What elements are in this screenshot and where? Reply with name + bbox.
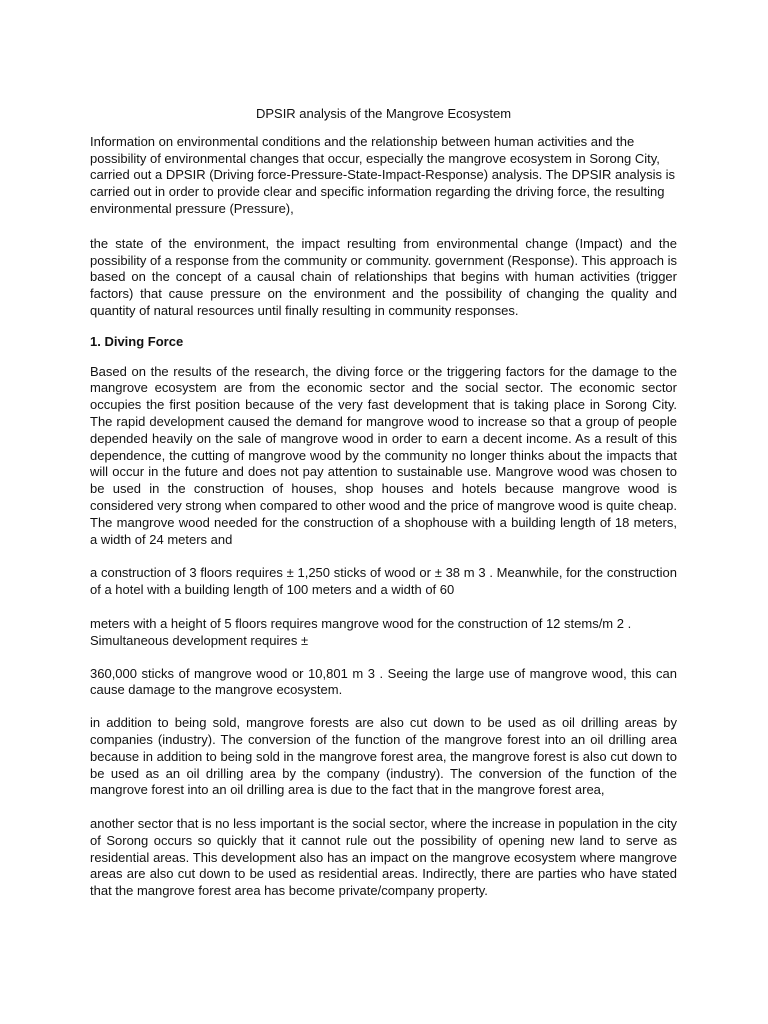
section-paragraph-1: Based on the results of the research, the diving force or the triggering factors for the damage to the mangrove ecosystem are from the economic sector and the social sector. The economic sector occupies the first position because of the very fast development that is taking place in Sorong City. The rapid development caused the demand for mangrove wood to increase so that a group of people depended heavily on the sale of mangrove wood in order to earn a decent income. As a result of this dependence, the cutting of mangrove wood by the community no longer thinks about the impacts that will occur in the future and does not pay attention to sustainable use. Mangrove wood was chosen to be used in the construction of houses, shop houses and hotels because mangrove wood is considered very strong when compared to other wood and the price of mangrove wood is quite cheap. The mangrove wood needed for the construction of a shophouse with a building length of 18 meters, a width of 24 meters and	[90, 363, 677, 547]
section-paragraph-2: a construction of 3 floors requires ± 1,250 sticks of wood or ± 38 m 3 . Meanwhile, for the construction of a hotel with a building length of 100 meters and a width of 60	[90, 565, 677, 598]
section-paragraph-6: another sector that is no less important is the social sector, where the increase in population in the city of Sorong occurs so quickly that it cannot rule out the possibility of opening new land to serve as residential areas. This development also has an impact on the mangrove ecosystem where mangrove areas are also cut down to be used as residential areas. Indirectly, there are parties who have stated that the mangrove forest area has become private/company property.	[90, 816, 677, 899]
section-paragraph-4: 360,000 sticks of mangrove wood or 10,801 m 3 . Seeing the large use of mangrove wood, this can cause damage to the mangrove ecosystem.	[90, 665, 677, 698]
section-paragraph-3: meters with a height of 5 floors requires mangrove wood for the construction of 12 stems/m 2 . Simultaneous development requires ±	[90, 615, 632, 648]
document-page	[90, 106, 677, 916]
section-heading: 1. Diving Force	[90, 333, 184, 349]
intro-paragraph-1: Information on environmental conditions and the relationship between human activities and the possibility of environmental changes that occur, especially the mangrove ecosystem in Sorong City, carried out a DPSIR (Driving force-Pressure-State-Impact-Response) analysis. The DPSIR analysis is carried out in order to provide clear and specific information regarding the driving force, the resulting environmental pressure (Pressure),	[90, 133, 675, 216]
section-paragraph-5: in addition to being sold, mangrove forests are also cut down to be used as oil drilling areas by companies (industry). The conversion of the function of the mangrove forest into an oil drilling area because in addition to being sold in the mangrove forest area, the mangrove forest is also cut down to be used as an oil drilling area by the company (industry). The conversion of the function of the mangrove forest into an oil drilling area is due to the fact that in the mangrove forest area,	[90, 715, 677, 798]
intro-paragraph-2: the state of the environment, the impact resulting from environmental change (Impact) and the possibility of a response from the community or community. government (Response). This approach is based on the concept of a causal chain of relationships that begins with human activities (trigger factors) that cause pressure on the environment and the possibility of changing the quality and quantity of natural resources until finally resulting in community responses.	[90, 235, 677, 318]
document-title: DPSIR analysis of the Mangrove Ecosystem	[255, 106, 512, 121]
